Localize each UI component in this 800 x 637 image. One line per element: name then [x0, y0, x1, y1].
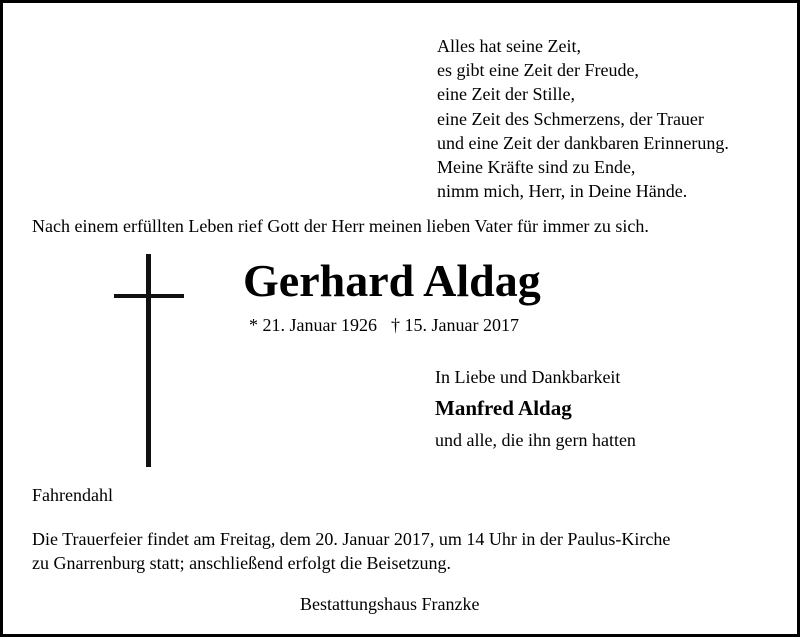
- cross-vertical-bar: [146, 254, 151, 467]
- intro-text: Nach einem erfüllten Leben rief Gott der Herr meinen lieben Vater für immer zu sich.: [32, 216, 649, 236]
- death-date: † 15. Januar 2017: [390, 315, 519, 335]
- funeral-service-notice: [32, 527, 670, 575]
- service-line: Die Trauerfeier findet am Freitag, dem 20. Januar 2017, um 14 Uhr in der Paulus-Kirche: [32, 529, 671, 549]
- undertaker-name: Bestattungshaus Franzke: [300, 594, 480, 614]
- birth-date: * 21. Januar 1926: [249, 315, 377, 335]
- poem-line: Alles hat seine Zeit,: [437, 36, 581, 56]
- poem-line: und eine Zeit der dankbaren Erinnerung.: [437, 132, 729, 153]
- mourners-block: [435, 365, 636, 452]
- service-line: zu Gnarrenburg statt; anschließend erfolgt die Beisetzung.: [32, 553, 452, 573]
- cross-horizontal-bar: [114, 294, 184, 298]
- mourner-name: Manfred Aldag: [435, 396, 572, 420]
- place-name: Fahrendahl: [32, 485, 113, 505]
- poem-line: nimm mich, Herr, in Deine Hände.: [437, 181, 688, 202]
- poem-line: es gibt eine Zeit der Freude,: [437, 60, 639, 81]
- mourners-others: und alle, die ihn gern hatten: [435, 430, 636, 450]
- deceased-name: Gerhard Aldag: [243, 255, 541, 306]
- poem-line: eine Zeit der Stille,: [437, 84, 575, 105]
- poem-line: eine Zeit des Schmerzens, der Trauer: [437, 108, 704, 129]
- life-dates: [249, 313, 519, 337]
- dedication-text: In Liebe und Dankbarkeit: [435, 367, 621, 387]
- poem-line: Meine Kräfte sind zu Ende,: [437, 157, 636, 178]
- poem: [437, 34, 729, 203]
